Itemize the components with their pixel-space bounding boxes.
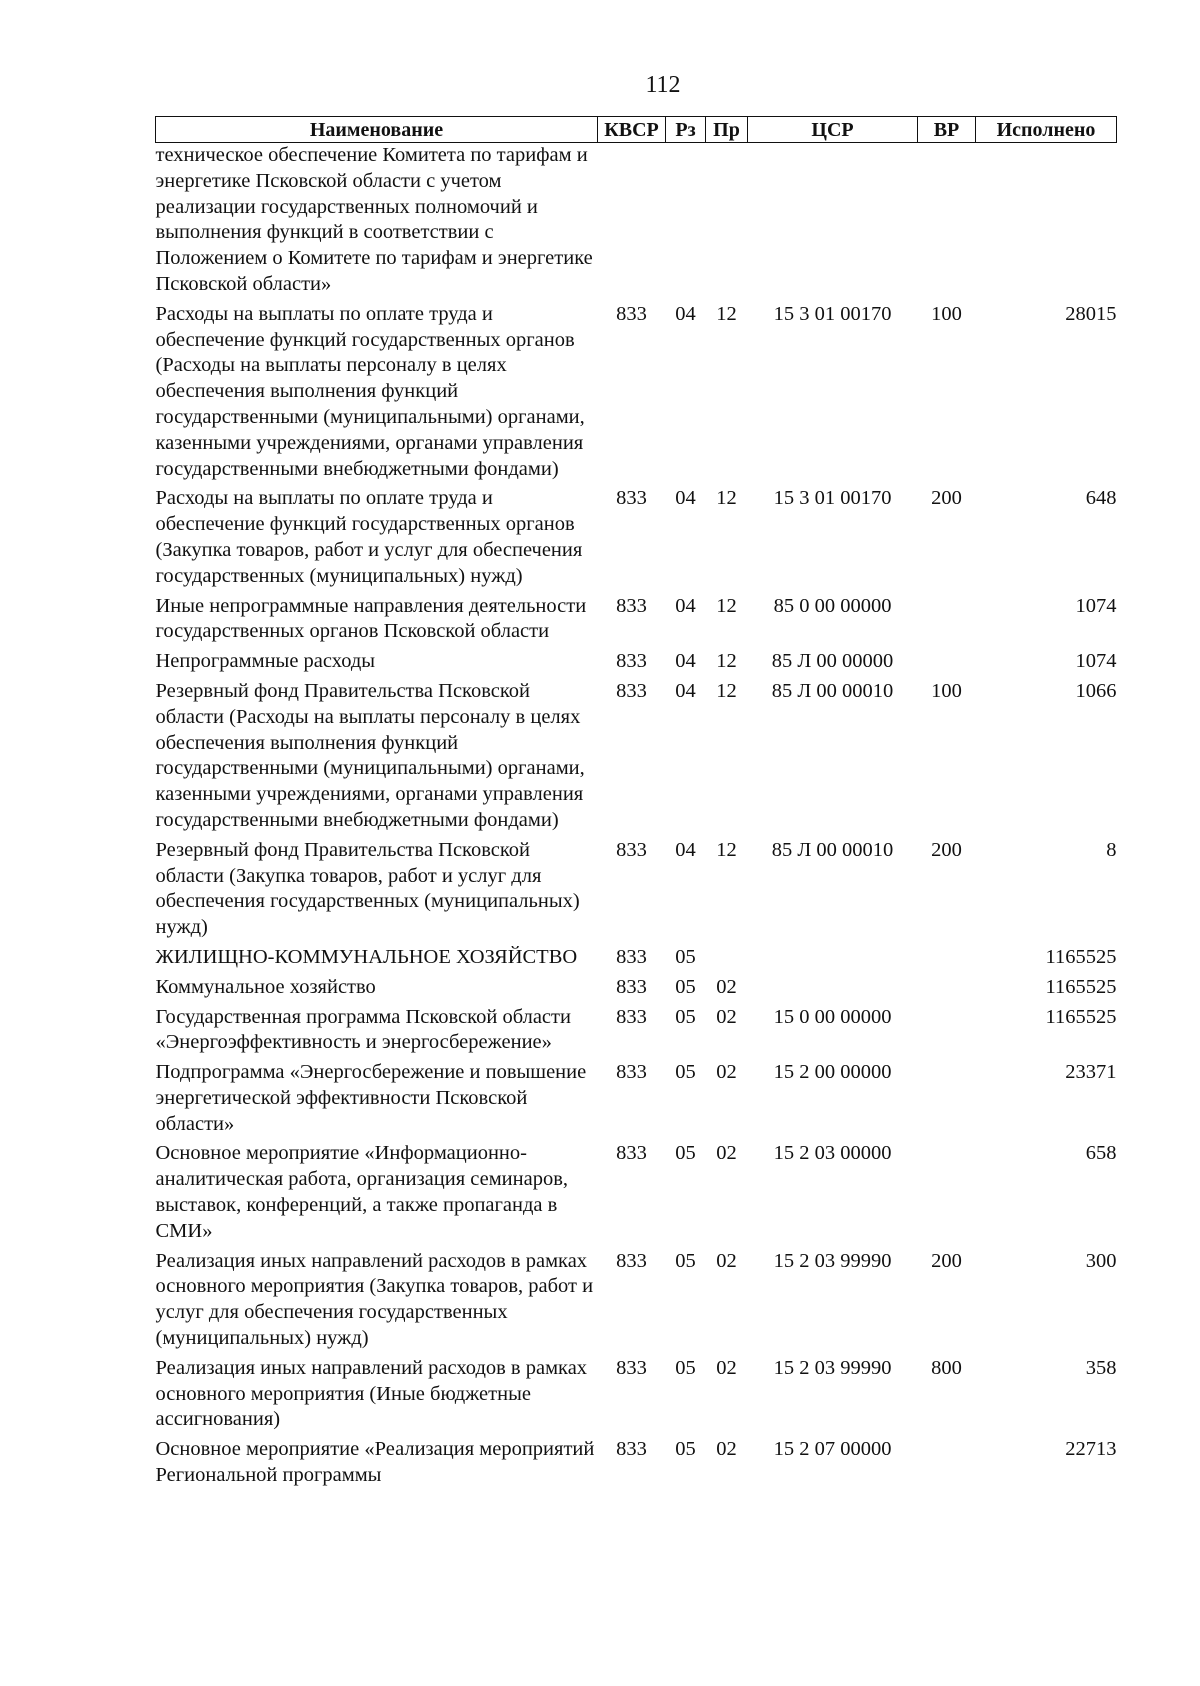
cell-csr: 15 2 07 00000: [773, 1438, 892, 1461]
cell-pr: 02: [716, 1061, 737, 1084]
cell-vr: 200: [931, 487, 962, 510]
cell-pr: 02: [716, 1142, 737, 1165]
cell-amount: 300: [1085, 1249, 1117, 1272]
cell-pr: 12: [716, 302, 737, 325]
table-row: [156, 482, 1117, 589]
cell-pr: 02: [716, 1438, 737, 1461]
column-header-pr: Пр: [706, 117, 748, 143]
cell-kvsr: 833: [616, 975, 647, 998]
cell-amount: 1165525: [1045, 1005, 1117, 1028]
cell-rz: 04: [675, 838, 696, 861]
cell-kvsr: 833: [616, 1005, 647, 1028]
cell-amount: 28015: [1065, 302, 1117, 325]
table-row: [156, 1001, 1117, 1057]
cell-rz: [666, 143, 706, 298]
cell-csr: [748, 941, 918, 971]
cell-kvsr: 833: [616, 1249, 647, 1272]
cell-vr: 800: [931, 1356, 962, 1379]
table-row: [156, 834, 1117, 941]
cell-kvsr: 833: [616, 302, 647, 325]
column-header-csr: ЦСР: [748, 117, 918, 143]
cell-rz: 05: [675, 1438, 696, 1461]
cell-name: Иные непрограммные направления деятельности государственных органов Псковской области: [155, 594, 587, 643]
cell-amount: 1074: [1075, 594, 1117, 617]
cell-pr: [706, 143, 748, 298]
cell-vr: [918, 590, 976, 646]
cell-kvsr: 833: [616, 1142, 647, 1165]
cell-amount: 1165525: [1045, 975, 1117, 998]
cell-vr: [918, 1433, 976, 1489]
cell-vr: 200: [931, 1249, 962, 1272]
table-row: [156, 971, 1117, 1001]
cell-rz: 04: [675, 487, 696, 510]
cell-name: Расходы на выплаты по оплате труда и обеспечение функций государственных органов (Закупка товаров, работ и услуг для обеспечения государственных (муниципальных) нужд): [155, 487, 583, 587]
cell-csr: 15 2 03 00000: [773, 1142, 892, 1165]
cell-csr: [748, 143, 918, 298]
cell-pr: 12: [716, 679, 737, 702]
cell-name: Реализация иных направлений расходов в рамках основного мероприятия (Закупка товаров, работ и услуг для обеспечения государственных (муниципальных) нужд): [155, 1249, 594, 1350]
cell-kvsr: 833: [616, 650, 647, 673]
cell-vr: [918, 971, 976, 1001]
table-body: [156, 143, 1117, 1489]
cell-kvsr: [598, 143, 666, 298]
page-number: 112: [645, 72, 681, 98]
table-row: [156, 590, 1117, 646]
cell-vr: 100: [931, 679, 962, 702]
table-row: [156, 941, 1117, 971]
cell-kvsr: 833: [616, 594, 647, 617]
cell-rz: 04: [675, 679, 696, 702]
cell-rz: 05: [675, 1061, 696, 1084]
cell-name: ЖИЛИЩНО-КОММУНАЛЬНОЕ ХОЗЯЙСТВО: [155, 945, 578, 968]
cell-vr: 100: [931, 302, 962, 325]
cell-name: Резервный фонд Правительства Псковской области (Расходы на выплаты персоналу в целях обеспечения выполнения функций государственными (муниципальными) органами, казенными учреждениями, органами управления государственными внебюджетными фондами): [155, 679, 585, 831]
cell-kvsr: 833: [616, 487, 647, 510]
table-row: [156, 1056, 1117, 1137]
cell-kvsr: 833: [616, 1438, 647, 1461]
cell-kvsr: 833: [616, 1356, 647, 1379]
cell-vr: [918, 645, 976, 675]
cell-vr: [918, 1056, 976, 1137]
table-header: [156, 117, 1117, 143]
cell-pr: 02: [716, 1356, 737, 1379]
cell-csr: 85 Л 00 00000: [771, 650, 894, 673]
cell-kvsr: 833: [616, 945, 647, 968]
cell-amount: 23371: [1065, 1061, 1117, 1084]
cell-amount: 648: [1085, 487, 1117, 510]
cell-csr: 15 3 01 00170: [773, 302, 892, 325]
column-header-vr: ВР: [918, 117, 976, 143]
cell-csr: 15 2 03 99990: [773, 1356, 892, 1379]
column-header-kvsr: КВСР: [598, 117, 666, 143]
cell-name: Основное мероприятие «Реализация мероприятий Региональной программы: [155, 1438, 595, 1487]
table-row: [156, 298, 1117, 483]
cell-pr: 12: [716, 487, 737, 510]
table-row: [156, 143, 1117, 298]
cell-amount: [976, 143, 1117, 298]
cell-pr: 02: [716, 975, 737, 998]
cell-rz: 05: [675, 1356, 696, 1379]
cell-csr: 85 Л 00 00010: [771, 679, 894, 702]
cell-kvsr: 833: [616, 679, 647, 702]
cell-csr: 15 2 00 00000: [773, 1061, 892, 1084]
table-row: [156, 1245, 1117, 1352]
cell-name: Государственная программа Псковской области «Энергоэффективность и энергосбережение»: [155, 1005, 571, 1054]
cell-pr: 02: [716, 1249, 737, 1272]
cell-name: Основное мероприятие «Информационно-аналитическая работа, организация семинаров, выставок, конференций, а также пропаганда в СМИ»: [155, 1142, 569, 1242]
cell-amount: 8: [1106, 838, 1117, 861]
cell-name: Реализация иных направлений расходов в рамках основного мероприятия (Иные бюджетные ассигнования): [155, 1356, 588, 1431]
column-header-name: Наименование: [156, 117, 598, 143]
cell-rz: 04: [675, 302, 696, 325]
table-row: [156, 1137, 1117, 1244]
cell-rz: 05: [675, 1142, 696, 1165]
cell-rz: 05: [675, 1249, 696, 1272]
cell-rz: 04: [675, 650, 696, 673]
column-header-amount: Исполнено: [976, 117, 1117, 143]
table-row: [156, 1433, 1117, 1489]
cell-pr: [706, 941, 748, 971]
cell-vr: [918, 941, 976, 971]
cell-pr: 02: [716, 1005, 737, 1028]
cell-amount: 1074: [1075, 650, 1117, 673]
cell-amount: 358: [1085, 1356, 1117, 1379]
cell-csr: [748, 971, 918, 1001]
cell-csr: 15 3 01 00170: [773, 487, 892, 510]
cell-csr: 85 Л 00 00010: [771, 838, 894, 861]
cell-pr: 12: [716, 650, 737, 673]
column-header-rz: Рз: [666, 117, 706, 143]
cell-amount: 22713: [1065, 1438, 1117, 1461]
cell-name: Подпрограмма «Энергосбережение и повышение энергетической эффективности Псковской области»: [155, 1061, 587, 1135]
cell-vr: [918, 1137, 976, 1244]
cell-rz: 05: [675, 945, 696, 968]
cell-amount: 1066: [1075, 679, 1117, 702]
cell-kvsr: 833: [616, 1061, 647, 1084]
cell-kvsr: 833: [616, 838, 647, 861]
cell-csr: 85 0 00 00000: [773, 594, 892, 617]
cell-name: техническое обеспечение Комитета по тарифам и энергетике Псковской области с учетом реализации государственных полномочий и выполнения функций в соответствии с Положением о Комитете по тарифам и энергетике Псковской области»: [155, 144, 593, 295]
cell-rz: 05: [675, 1005, 696, 1028]
cell-vr: [918, 1001, 976, 1057]
cell-amount: 1165525: [1045, 945, 1117, 968]
cell-pr: 12: [716, 594, 737, 617]
table-row: [156, 1352, 1117, 1433]
table-row: [156, 675, 1117, 834]
cell-name: Непрограммные расходы: [155, 650, 376, 673]
cell-vr: 200: [931, 838, 962, 861]
cell-csr: 15 2 03 99990: [773, 1249, 892, 1272]
cell-csr: 15 0 00 00000: [773, 1005, 892, 1028]
cell-rz: 05: [675, 975, 696, 998]
cell-pr: 12: [716, 838, 737, 861]
cell-amount: 658: [1085, 1142, 1117, 1165]
cell-rz: 04: [675, 594, 696, 617]
budget-table: [155, 116, 1117, 1489]
cell-vr: [918, 143, 976, 298]
cell-name: Резервный фонд Правительства Псковской области (Закупка товаров, работ и услуг для обеспечения государственных (муниципальных) нужд): [155, 838, 580, 939]
table-row: [156, 645, 1117, 675]
cell-name: Расходы на выплаты по оплате труда и обеспечение функций государственных органов (Расходы на выплаты персоналу в целях обеспечения выполнения функций государственными (муниципальными) органами, казенными учреждениями, органами управления государственными внебюджетными фондами): [155, 302, 585, 480]
cell-name: Коммунальное хозяйство: [155, 975, 376, 998]
